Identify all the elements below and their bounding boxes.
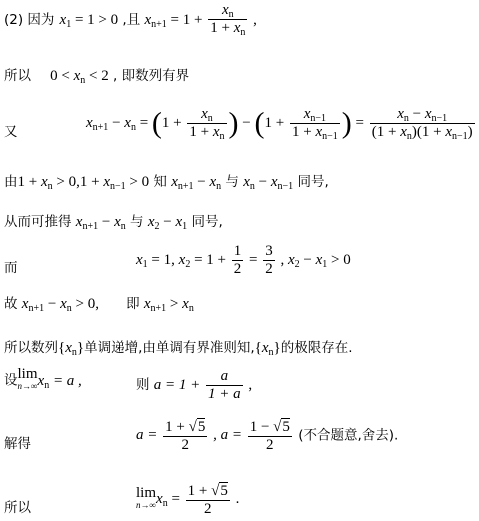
line-3-label: 又 xyxy=(4,124,18,140)
line-9: 设 lim n→∞ $x_n = a$ , xyxy=(4,366,82,391)
line-4: 由$1 + x_n > 0,1 + x_{n-1} > 0$ 知 $x_{n+1} - x_n$ 与 $x_n - x_{n-1}$ 同号, xyxy=(4,174,329,192)
limit-operator: lim n→∞ xyxy=(136,484,157,510)
line-11-equation: lim n→∞ $x_n$ = $\frac{1 + √5}{2}$ . xyxy=(136,483,240,517)
line-11-label: 所以 xyxy=(4,500,31,516)
line-1: (2) 因为 $x_1 = 1 > 0$ ,且 $x_{n+1} = 1$ + $\frac{x_n}{1 + x_n}$ , xyxy=(4,2,257,38)
line-6-equation: $x_1 = 1$, $x_2 = 1$ + $\frac{1}{2}$ = $\frac{3}{2}$ , $x_2 - x_1 > 0$ xyxy=(136,243,351,277)
line-10-label: 解得 xyxy=(4,436,31,452)
line-3-equation: $x_{n+1} - x_n = (1$ + $\frac{x_n}{1 + x_n}$ ) − (1 + $\frac{x_{n-1}}{1 + x_{n-1}}$ ) = $\frac{x_n - x_{n-1}}{(1 + x_n)(1 + x_{n-1})}$ xyxy=(86,106,473,142)
line-9-then: 则 a = 1 + $\frac{a}{1 + a}$ , xyxy=(136,368,253,402)
line-8: 所以数列$\{x_n\}$单调递增,由单调有界准则知$,\{x_n\}$的极限存在. xyxy=(4,340,353,358)
line-2: 所以 $0 < x_n < 2$ , 即数列有界 xyxy=(4,68,190,86)
limit-operator: lim n→∞ xyxy=(17,366,38,391)
line-6-label: 而 xyxy=(4,260,18,276)
line-10-equation: a = $\frac{1 + √5}{2}$ , a = $\frac{1 - √5}{2}$ (不合题意,舍去). xyxy=(136,419,399,453)
line-7: 故 $x_{n+1} - x_n > 0$, 即 $x_{n+1} > x_n$ xyxy=(4,296,194,314)
line-5: 从而可推得 $x_{n+1} - x_n$ 与 $x_2 - x_1$ 同号, xyxy=(4,214,223,232)
fraction: $\frac{x_n}{1 + x_n}$ xyxy=(210,2,246,38)
